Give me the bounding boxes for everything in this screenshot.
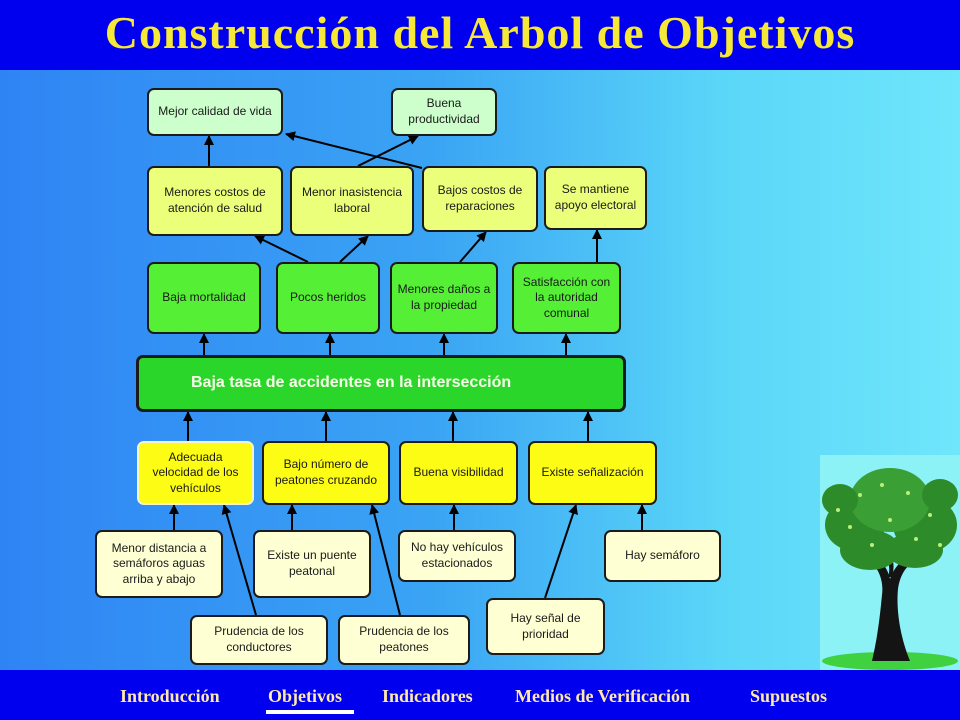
node-label: Menores costos de atención de salud — [164, 185, 266, 215]
node-label: Satisfacción con la autoridad comunal — [522, 274, 611, 320]
node-bajo-numero-de-peatones — [262, 441, 390, 505]
node-se-mantiene-apoyo-electoral — [544, 166, 647, 230]
node-label: Menores daños a la propiedad — [397, 282, 491, 312]
tree-icon — [820, 455, 960, 670]
node-label: Buena visibilidad — [413, 465, 504, 480]
node-label: Menor distancia a semáforos aguas arriba y abajo — [111, 540, 207, 586]
nav-item-supuestos[interactable]: Supuestos — [750, 686, 828, 706]
arrow-pocos-heridos-to-menores-costos — [255, 236, 308, 262]
node-bajos-costos-de-reparaciones — [422, 166, 538, 232]
arrow-pocos-heridos-to-menor-inasistencia — [340, 236, 368, 262]
arrow-menor-inasistencia-to-buena-productividad — [358, 136, 418, 166]
node-buena-visibilidad — [399, 441, 518, 505]
node-no-hay-vehiculos-estacionados — [398, 530, 516, 582]
node-satisfaccion-con-la-autoridad — [512, 262, 621, 334]
node-menores-costos-de-atencion — [147, 166, 283, 236]
node-label: Hay semáforo — [625, 548, 700, 563]
arrow-hay-senal-to-existe-senalizacion — [545, 505, 576, 598]
arrow-bajos-costos-to-mejor-calidad — [286, 134, 422, 168]
node-prudencia-de-los-conductores — [190, 615, 328, 665]
node-pocos-heridos — [276, 262, 380, 334]
node-label: Buena productividad — [408, 96, 480, 126]
central-objective — [136, 355, 626, 412]
central-objective-label: Baja tasa de accidentes en la intersección — [191, 374, 512, 392]
nav-item-objetivos[interactable]: Objetivos — [268, 686, 342, 706]
node-label: Se mantiene apoyo electoral — [554, 182, 637, 212]
node-existe-un-puente-peatonal — [253, 530, 371, 598]
tree-illustration — [820, 455, 960, 670]
node-label: Adecuada velocidad de los vehículos — [152, 449, 239, 495]
arrow-menores-danos-to-bajos-costos — [460, 232, 486, 262]
active-nav-indicator — [266, 710, 354, 714]
nav-item-medios-de-verificacion[interactable]: Medios de Verificación — [515, 686, 690, 706]
nav-item-introduccion[interactable]: Introducción — [120, 686, 220, 706]
node-label: Hay señal de prioridad — [510, 610, 581, 641]
node-menor-inasistencia-laboral — [290, 166, 414, 236]
node-mejor-calidad-de-vida — [147, 88, 283, 136]
node-existe-senalizacion — [528, 441, 657, 505]
node-label: Bajo número de peatones cruzando — [274, 457, 378, 487]
node-label: Pocos heridos — [289, 290, 367, 305]
node-label: Existe un puente peatonal — [267, 548, 357, 578]
node-baja-mortalidad — [147, 262, 261, 334]
arrow-prudencia-peatones-to-bajo-numero — [372, 505, 400, 615]
node-label: Baja mortalidad — [162, 290, 246, 305]
node-label: Prudencia de los conductores — [214, 624, 304, 654]
node-label: Bajos costos de reparaciones — [437, 183, 523, 213]
arrow-prudencia-conductores-to-adecuada-velocidad — [224, 505, 256, 615]
node-hay-semaforo — [604, 530, 721, 582]
node-prudencia-de-los-peatones — [338, 615, 470, 665]
node-label: No hay vehículos estacionados — [410, 540, 504, 570]
page-title: Construcción del Arbol de Objetivos — [104, 7, 856, 58]
node-label: Menor inasistencia laboral — [301, 185, 403, 215]
node-label: Mejor calidad de vida — [158, 104, 272, 119]
nav-item-indicadores[interactable]: Indicadores — [382, 686, 473, 706]
node-menores-danos-a-la-propiedad — [390, 262, 498, 334]
node-buena-productividad — [391, 88, 497, 136]
node-hay-senal-de-prioridad — [486, 598, 605, 655]
node-label: Prudencia de los peatones — [359, 624, 449, 654]
node-menor-distancia-a-semaforos — [95, 530, 223, 598]
node-label: Existe señalización — [541, 465, 644, 480]
bottom-nav — [0, 670, 960, 720]
node-adecuada-velocidad — [137, 441, 254, 505]
